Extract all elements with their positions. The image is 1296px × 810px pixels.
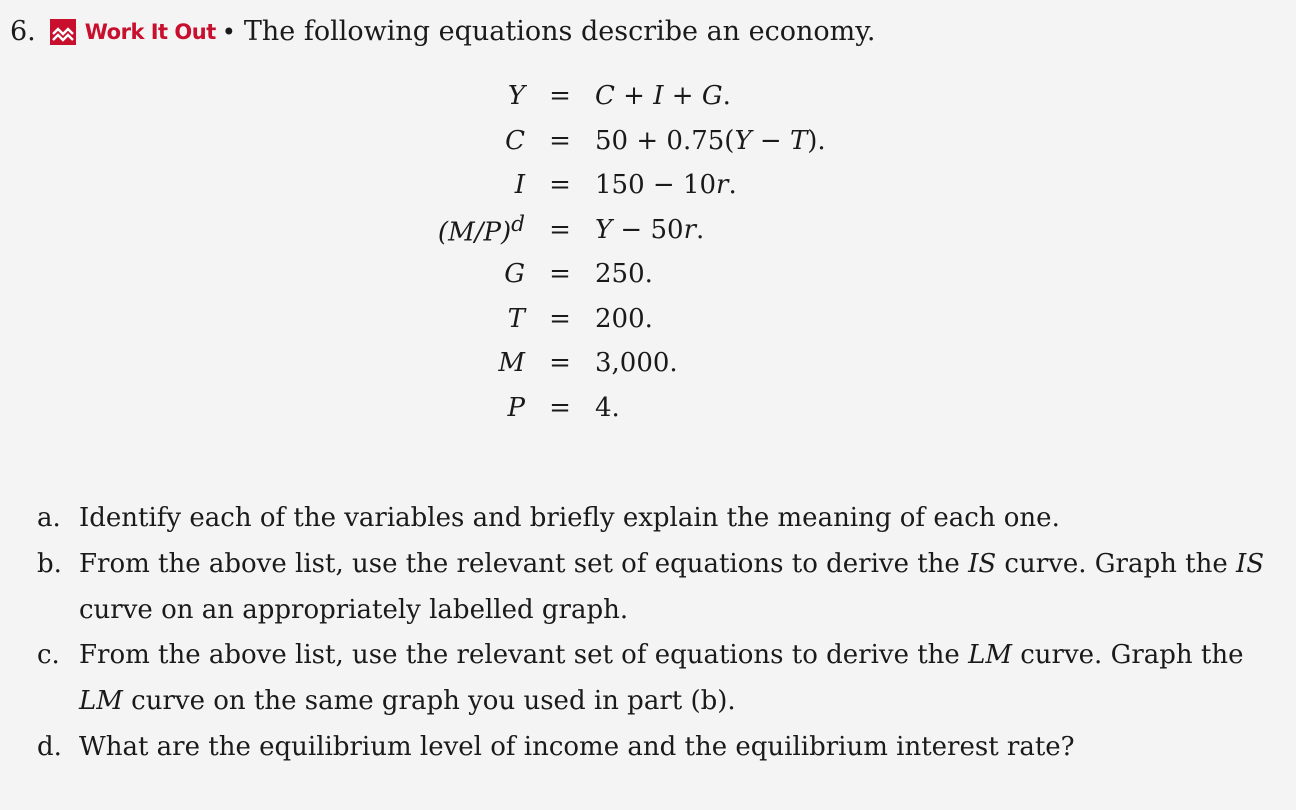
- part-text: What are the equilibrium level of income and the equilibrium interest rate?: [79, 731, 1075, 762]
- equation-rhs: 4.: [595, 392, 620, 423]
- equation-sign: =: [549, 392, 571, 423]
- equation-sign: =: [549, 125, 571, 156]
- equation-sign: =: [549, 303, 571, 334]
- problem-heading: [10, 14, 876, 50]
- equation-rhs: C + I + G.: [595, 81, 731, 112]
- equation-row: [395, 74, 826, 119]
- equation-rhs: 50 + 0.75(Y − T).: [595, 125, 826, 156]
- equation-lhs: G: [504, 259, 525, 290]
- problem-number: 6.: [10, 16, 36, 47]
- equation-sign: =: [549, 214, 571, 245]
- equation-rhs: 250.: [595, 259, 653, 290]
- equation-lhs: I: [514, 170, 525, 201]
- equation-sign: =: [549, 348, 571, 379]
- equation-lhs: T: [507, 303, 525, 334]
- equation-row: [395, 252, 826, 297]
- part-text: Identify each of the variables and briefly explain the meaning of each one.: [79, 503, 1060, 533]
- work-it-out-icon: [50, 19, 76, 45]
- part-letter: d.: [37, 731, 62, 762]
- equation-row: [395, 341, 826, 386]
- question-part: [37, 725, 1277, 771]
- part-letter: c.: [37, 640, 60, 671]
- part-text: From the above list, use the relevant set of equations to derive the IS curve. Graph the IS curve on an appropriately labelled graph.: [79, 548, 1265, 625]
- equation-row: [395, 119, 826, 164]
- equation-rhs: Y − 50r.: [595, 214, 705, 245]
- part-letter: a.: [37, 503, 61, 533]
- part-text: From the above list, use the relevant set of equations to derive the LM curve. Graph the LM curve on the same graph you used in part (b).: [79, 640, 1244, 717]
- equation-rhs: 200.: [595, 303, 653, 334]
- equation-lhs: $(M/P)^d$: [437, 211, 525, 248]
- equation-sign: =: [549, 259, 571, 290]
- equation-row: [395, 208, 826, 253]
- equation-lhs: M: [498, 348, 525, 379]
- question-part: [37, 542, 1277, 634]
- question-part: [37, 496, 1277, 542]
- equation-sign: =: [549, 81, 571, 112]
- equation-lhs: C: [505, 125, 525, 156]
- equation-sign: =: [549, 170, 571, 201]
- work-it-out-label: Work It Out: [84, 20, 216, 44]
- equation-row: [395, 386, 826, 431]
- part-letter: b.: [37, 548, 62, 579]
- question-part: [37, 633, 1277, 725]
- equation-rhs: 150 − 10r.: [595, 170, 737, 201]
- equation-lhs: Y: [507, 81, 525, 112]
- equation-row: [395, 297, 826, 342]
- equation-row: [395, 163, 826, 208]
- question-parts: [37, 496, 1277, 771]
- equation-rhs: 3,000.: [595, 348, 678, 379]
- equation-system: [395, 74, 826, 430]
- separator-bullet: •: [221, 18, 236, 46]
- equation-lhs: P: [507, 392, 525, 423]
- intro-text: The following equations describe an economy.: [243, 16, 876, 47]
